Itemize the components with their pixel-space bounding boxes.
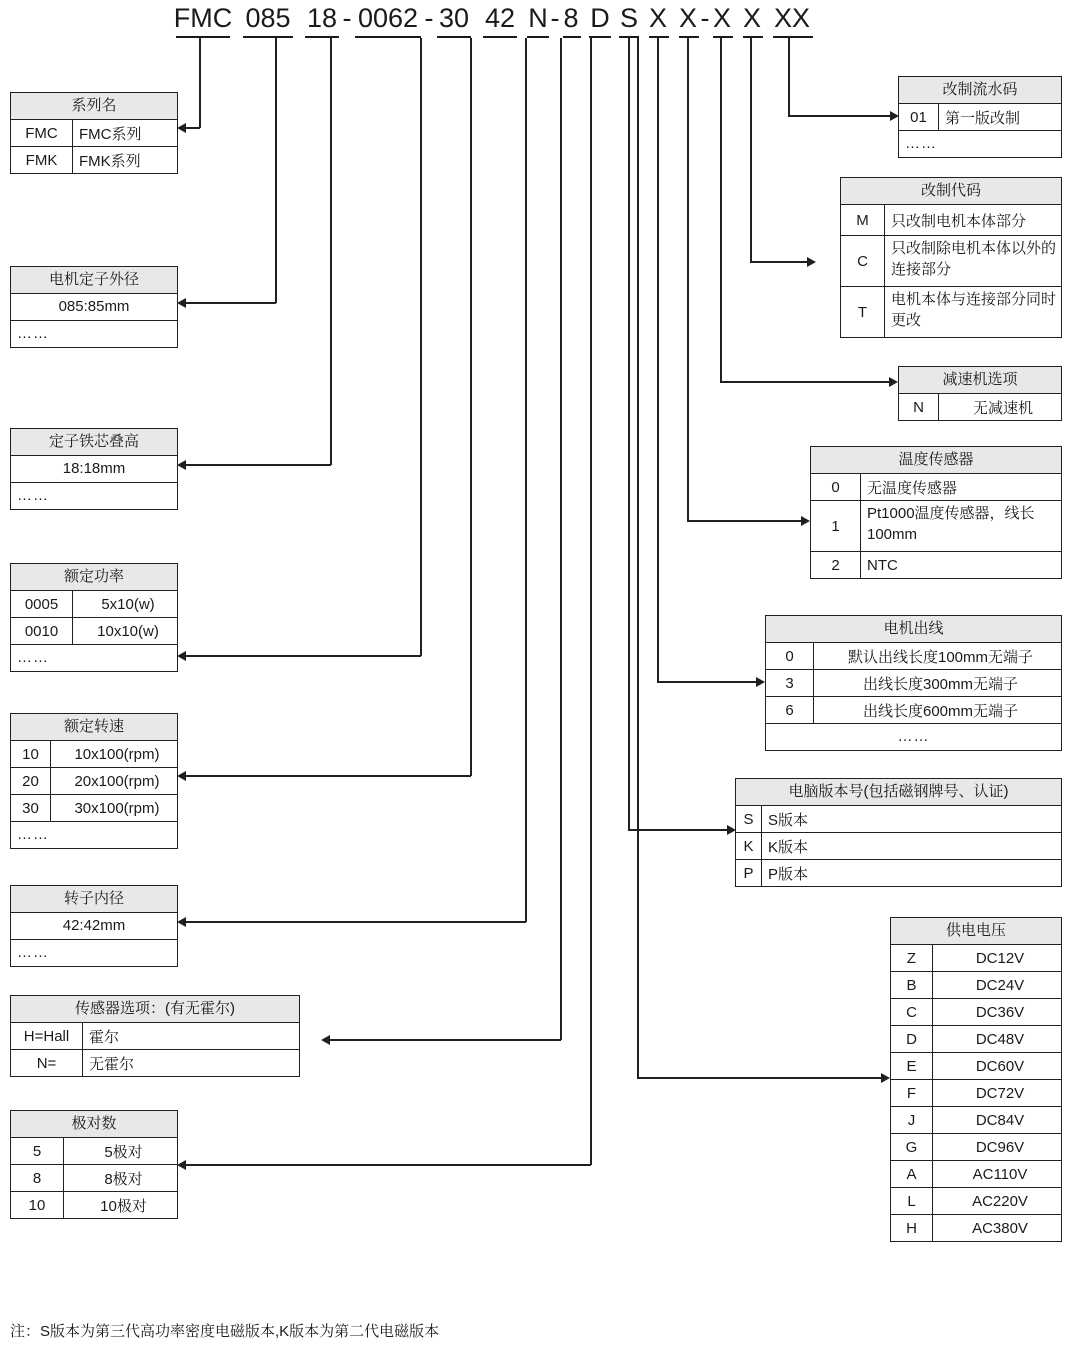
table-row [11,795,177,822]
table-row [736,860,1061,886]
connector-line [330,38,332,465]
box-title: 减速机选项 [899,367,1061,394]
box-pole-pairs [10,1110,178,1219]
code-underline [437,36,471,38]
row-code: B [891,972,933,998]
table-row [11,741,177,768]
connector-arrow [177,771,186,781]
row-code: 1 [811,501,861,551]
table-row [766,697,1061,724]
code-underline [243,36,293,38]
row-desc: DC96V [975,1138,1025,1156]
table-row [899,131,1061,157]
box-rotor-inner-diameter [10,885,178,967]
row-desc: 无霍尔 [89,1055,135,1073]
connector-line [525,38,527,922]
row-ellipsis: …… [17,487,49,504]
box-title: 电机定子外径 [11,267,177,294]
connector-line [637,38,639,1078]
connector-arrow [177,460,186,470]
connector-arrow [177,917,186,927]
table-row [891,1161,1061,1188]
connector-line [788,115,891,117]
connector-line [186,775,471,777]
box-sensor-option [10,995,300,1077]
table-row [11,645,177,671]
table-row [736,833,1061,860]
connector-line [687,38,689,521]
row-code: 3 [766,670,814,696]
code-segment: S [619,3,638,33]
table-row [891,972,1061,999]
row-code: 20 [11,768,51,794]
box-title: 转子内径 [11,886,177,913]
table-row [736,806,1061,833]
table-row [891,1215,1061,1241]
table-row [891,1080,1061,1107]
connector-line [330,1039,561,1041]
row-code: H [891,1215,933,1241]
box-title: 电机出线 [766,616,1061,643]
table-row [11,147,177,173]
row-code: 0 [811,474,861,500]
table-row [811,474,1061,501]
table-row [11,294,177,321]
row-code: 10 [11,1192,64,1218]
box-rated-power [10,563,178,672]
code-separator: - [700,3,710,33]
table-row [11,483,177,509]
row-desc: DC48V [975,1030,1025,1048]
table-row [766,724,1061,750]
box-revision-code [840,177,1062,338]
row-ellipsis: …… [17,826,49,843]
connector-line [687,520,802,522]
connector-line [720,381,890,383]
connector-line [590,38,592,1165]
row-desc: DC60V [975,1057,1025,1075]
row-code: F [891,1080,933,1106]
row-desc: DC12V [975,949,1025,967]
row-desc: 5x10(w) [101,595,155,613]
box-stator-stack-height [10,428,178,510]
row-code: 8 [11,1165,64,1191]
code-underline [589,36,611,38]
row-code: N [899,394,939,420]
table-row [841,205,1061,236]
table-row [811,501,1061,552]
table-row [891,999,1061,1026]
row-desc: 无温度传感器 [867,479,958,497]
row-ellipsis: …… [17,944,49,961]
row-code: 2 [811,552,861,578]
row-code: N= [11,1050,83,1076]
row-code: K [736,833,762,859]
table-row [11,1165,177,1192]
box-title: 极对数 [11,1111,177,1138]
table-row [891,1107,1061,1134]
row-desc: AC380V [972,1219,1028,1237]
row-ellipsis: …… [905,135,937,152]
box-computer-version [735,778,1062,887]
connector-line [750,261,808,263]
row-code: 0 [766,643,814,669]
row-desc: 8极对 [104,1170,143,1188]
code-segment: D [590,3,610,33]
code-segment: X [742,3,761,33]
row-code: J [891,1107,933,1133]
table-row [899,394,1061,420]
connector-arrow [177,651,186,661]
code-underline [649,36,669,38]
code-segment: 085 [245,3,291,33]
connector-line [720,38,722,381]
box-title: 额定功率 [11,564,177,591]
table-row [11,591,177,618]
table-row [11,321,177,347]
box-title: 温度传感器 [811,447,1061,474]
code-segment: 8 [563,3,579,33]
box-stator-outer-diameter [10,266,178,348]
row-code: A [891,1161,933,1187]
row-desc: NTC [867,556,898,574]
code-segment: 30 [438,3,470,33]
table-row [841,236,1061,287]
connector-arrow [881,1073,890,1083]
row-code: H=Hall [11,1023,83,1049]
table-row [11,618,177,645]
connector-line [560,38,562,1040]
connector-line [657,38,659,681]
row-code: Z [891,945,933,971]
connector-arrow [889,377,898,387]
row-code: P [736,860,762,886]
box-series-name [10,92,178,174]
table-row [766,643,1061,670]
connector-line [186,921,526,923]
code-underline [483,36,517,38]
box-revision-serial [898,76,1062,158]
code-underline [743,36,763,38]
connector-line [186,127,200,129]
connector-arrow [177,298,186,308]
table-row [811,552,1061,578]
table-row [899,104,1061,131]
row-code: S [736,806,762,832]
box-title: 改制代码 [841,178,1061,205]
code-underline [563,36,581,38]
row-code: FMK [11,147,73,173]
box-motor-lead [765,615,1062,751]
table-row [11,1192,177,1218]
box-title: 系列名 [11,93,177,120]
connector-line [186,464,331,466]
table-row [841,287,1061,337]
row-desc: DC72V [975,1084,1025,1102]
row-code: D [891,1026,933,1052]
row-code: 0010 [11,618,73,644]
row-code: M [841,205,885,235]
row-desc: 第一版改制 [945,109,1021,127]
row-desc: AC220V [972,1192,1028,1210]
row-desc: 10x100(rpm) [74,745,160,763]
code-underline [713,36,733,38]
row-desc: 出线长度300mm无端子 [862,675,1019,693]
connector-line [637,1077,882,1079]
box-title: 改制流水码 [899,77,1061,104]
row-desc: S版本 [768,811,809,829]
row-code: FMC [11,120,73,146]
connector-line [186,655,421,657]
table-row [891,1026,1061,1053]
code-segment: X [678,3,697,33]
table-row [11,1023,299,1050]
code-underline [176,36,230,38]
row-desc: FMC系列 [79,125,142,143]
connector-arrow [756,677,765,687]
row-value: 42:42mm [62,917,126,934]
row-desc: DC36V [975,1003,1025,1021]
box-title: 定子铁芯叠高 [11,429,177,456]
code-underline [527,36,549,38]
table-row [11,456,177,483]
code-segment: N [528,3,548,33]
row-desc: 电机本体与连接部分同时更改 [891,291,1057,329]
row-desc: Pt1000温度传感器，线长100mm [867,505,1035,543]
code-segment: X [712,3,731,33]
row-code: 0005 [11,591,73,617]
row-desc: FMK系列 [79,152,141,170]
box-gearbox-option [898,366,1062,421]
connector-line [657,681,757,683]
code-separator: - [550,3,560,33]
row-desc: DC84V [975,1111,1025,1129]
connector-line [199,38,201,128]
box-supply-voltage [890,917,1062,1242]
row-code: 01 [899,104,939,130]
row-desc: AC110V [972,1165,1028,1183]
row-desc: 5极对 [104,1143,143,1161]
table-row [11,1138,177,1165]
connector-line [750,38,752,263]
connector-arrow [177,1160,186,1170]
connector-line [788,38,790,117]
table-row [11,940,177,966]
footnote-text: 注：S版本为第三代高功率密度电磁版本,K版本为第二代电磁版本 [10,1323,440,1340]
row-code: E [891,1053,933,1079]
row-desc: 出线长度600mm无端子 [862,702,1019,720]
table-row [11,913,177,940]
row-code: 5 [11,1138,64,1164]
table-row [891,1134,1061,1161]
table-row [11,120,177,147]
row-desc: 只改制除电机本体以外的连接部分 [891,240,1057,278]
row-code: L [891,1188,933,1214]
box-title: 电脑版本号(包括磁钢牌号、认证) [736,779,1061,806]
code-separator: - [424,3,434,33]
box-title: 额定转速 [11,714,177,741]
row-code: 30 [11,795,51,821]
box-temperature-sensor [810,446,1062,579]
connector-line [186,302,276,304]
box-rated-speed [10,713,178,849]
box-title: 供电电压 [891,918,1061,945]
row-desc: 10极对 [100,1197,147,1215]
code-segment: XX [773,3,811,33]
row-value: 18:18mm [62,460,126,477]
connector-arrow [801,516,810,526]
row-desc: 10x10(w) [97,622,159,640]
row-desc: P版本 [768,865,809,883]
code-segment: 18 [306,3,338,33]
row-code: C [891,999,933,1025]
connector-arrow [177,123,186,133]
connector-line [628,829,728,831]
row-desc: 20x100(rpm) [74,772,160,790]
code-segment: 0062 [357,3,419,33]
row-desc: DC24V [975,976,1025,994]
connector-arrow [807,257,816,267]
row-ellipsis: …… [897,728,930,745]
code-segment: X [648,3,667,33]
code-underline [773,36,813,38]
row-code: T [841,287,885,337]
table-row [11,768,177,795]
connector-line [628,38,630,829]
row-desc: 默认出线长度100mm无端子 [847,648,1034,666]
box-title: 传感器选项：(有无霍尔) [11,996,299,1023]
connector-line [186,1164,591,1166]
code-underline [679,36,699,38]
code-segment: 42 [484,3,516,33]
part-number-code-line [0,0,1072,44]
table-row [11,1050,299,1076]
row-code: 6 [766,697,814,723]
table-row [891,1053,1061,1080]
code-separator: - [342,3,352,33]
connector-line [275,38,277,303]
connector-arrow [321,1035,330,1045]
row-ellipsis: …… [17,649,49,666]
table-row [766,670,1061,697]
row-desc: 霍尔 [89,1028,120,1046]
row-desc: 30x100(rpm) [74,799,160,817]
row-value: 085:85mm [58,298,130,315]
row-desc: 无减速机 [972,399,1033,417]
row-code: C [841,236,885,286]
table-row [891,945,1061,972]
row-desc: 只改制电机本体部分 [891,212,1027,230]
row-ellipsis: …… [17,325,49,342]
row-code: 10 [11,741,51,767]
code-segment: FMC [173,3,233,33]
code-underline [355,36,421,38]
row-code: G [891,1134,933,1160]
table-row [11,822,177,848]
row-desc: K版本 [768,838,809,856]
connector-line [470,38,472,776]
connector-line [420,38,422,656]
code-underline [305,36,339,38]
table-row [891,1188,1061,1215]
